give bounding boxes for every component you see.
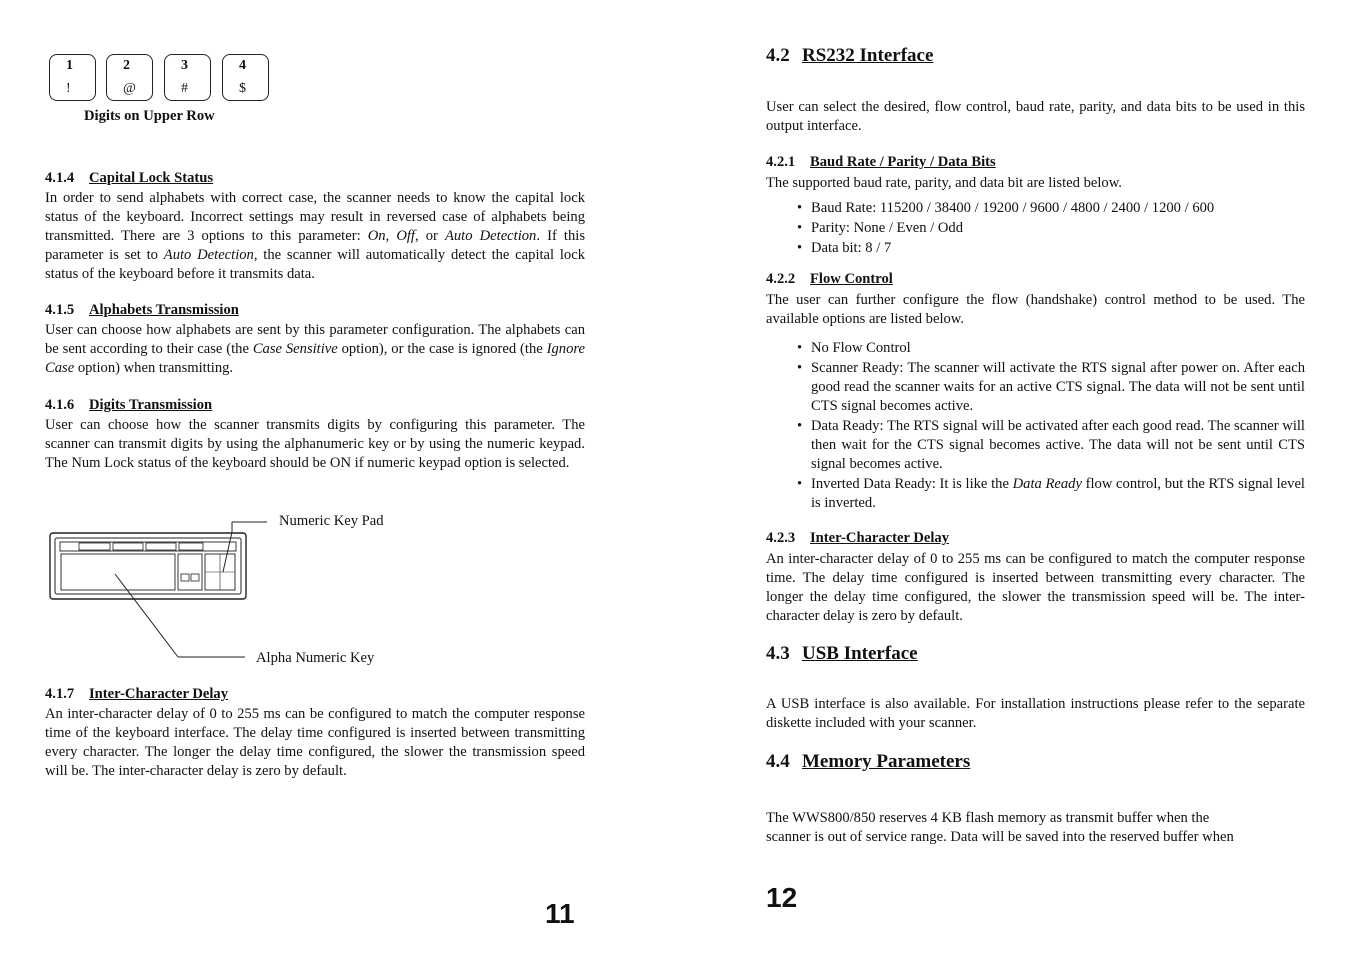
text: In order to send alphabets with correct case, the scanner needs to know the capital lock status of the keyboard. Incorrect settings may result in reversed case of alphabets being transmitted. There are 3 options to this parameter: [45, 190, 585, 244]
section-number: 4.1.5 [45, 302, 75, 318]
heading-4-1-5 [45, 302, 239, 319]
paragraph-usb [766, 695, 1305, 733]
paragraph-digits [45, 416, 585, 473]
text: A USB interface is also available. For installation instructions please refer to the separate diskette included with your scanner. [766, 696, 1305, 731]
list-flow-control [766, 339, 1305, 513]
section-number: 4.1.7 [45, 686, 75, 702]
keycap-bottom: # [181, 81, 188, 96]
page-number: 11 [545, 898, 575, 929]
heading-4-1-7 [45, 686, 228, 703]
paragraph-inter-char-delay [45, 705, 585, 781]
text: User can choose how alphabets are sent by this parameter configuration. The alphabets can be sent according to their case (the [45, 322, 585, 357]
list-baud [766, 198, 1305, 258]
section-number: 4.2.1 [766, 154, 796, 170]
text: , [385, 227, 397, 244]
keyboard-illustration [45, 510, 585, 670]
list-item: • Scanner Ready: The scanner will activate the RTS signal after power on. After each good read the scanner waits for an active CTS signal. The data will not be sent until CTS signal becomes active. [766, 359, 1305, 416]
text: flow control, but the RTS signal level is inverted. [811, 476, 1305, 511]
left-page [45, 0, 585, 954]
page-number: 12 [766, 882, 798, 913]
section-title: Inter-Character Delay [89, 686, 228, 702]
text: An inter-character delay of 0 to 255 ms can be configured to match the computer response time of the keyboard interface. The delay time configured is inserted between transmitting every character. The longer the delay time configured, the slower the transmission speed will be. The inter-character delay is zero by default. [45, 706, 585, 779]
option-ignore-case: Ignore Case [45, 340, 585, 376]
option-case-sensitive: Case Sensitive [252, 340, 338, 357]
list-item: • Baud Rate: 115200 / 38400 / 19200 / 9600 / 4800 / 2400 / 1200 / 600 [766, 198, 1305, 218]
paragraph-memory [766, 809, 1305, 847]
section-number: 4.2.2 [766, 271, 796, 287]
keycap-1 [49, 54, 96, 101]
text-line: The WWS800/850 reserves 4 KB flash memory as transmit buffer when the [766, 810, 1210, 826]
keycap-top: 1 [66, 58, 73, 73]
keycap-top: 3 [181, 58, 188, 73]
heading-4-2-1 [766, 154, 996, 171]
list-item [766, 475, 1305, 513]
section-number: 4.2.3 [766, 530, 796, 546]
heading-4-1-4 [45, 170, 213, 187]
section-number: 4.1.4 [45, 170, 75, 186]
section-title: Flow Control [810, 271, 893, 287]
right-page [766, 0, 1305, 954]
option-off: Off [396, 227, 415, 244]
section-title: USB Interface [802, 643, 918, 664]
text: option), or the case is ignored (the [337, 340, 547, 357]
section-number: 4.3 [766, 643, 790, 664]
heading-4-2 [766, 45, 933, 67]
section-title: Inter-Character Delay [810, 530, 949, 546]
section-number: 4.4 [766, 751, 790, 772]
section-title: Baud Rate / Parity / Data Bits [810, 154, 996, 170]
paragraph-capital-lock [45, 189, 585, 284]
alpha-numeric-label: Alpha Numeric Key [256, 650, 375, 666]
paragraph-baud [766, 174, 1305, 193]
keycap-3 [164, 54, 211, 101]
keycap-bottom: @ [123, 81, 136, 96]
keycap-top: 4 [239, 58, 246, 73]
text-line: scanner is out of service range. Data will be saved into the reserved buffer when [766, 828, 1234, 845]
keycaps-caption: Digits on Upper Row [84, 108, 215, 124]
keycap-2 [106, 54, 153, 101]
paragraph-alphabets [45, 321, 585, 378]
paragraph-rs232 [766, 98, 1305, 136]
list-item: • Data Ready: The RTS signal will be activated after each good read. The scanner will then wait for the CTS signal becomes active. The data will not be sent until CTS signal becomes active. [766, 417, 1305, 474]
keycap-top: 2 [123, 58, 130, 73]
keycap-bottom: $ [239, 81, 246, 96]
text: The user can further configure the flow (handshake) control method to be used. The available options are listed below. [766, 292, 1305, 327]
heading-4-2-3 [766, 530, 949, 547]
text: , the scanner will automatically detect the capital lock status of the keyboard before it transmits data. [45, 246, 585, 282]
option-auto-detection: Auto Detection [163, 246, 254, 263]
keycap-4 [222, 54, 269, 101]
section-number: 4.2 [766, 45, 790, 66]
text: Inverted Data Ready: It is like the [811, 476, 1013, 492]
list-item: • Parity: None / Even / Odd [766, 218, 1305, 238]
text: . If this parameter is set to [45, 227, 585, 263]
heading-4-3 [766, 643, 918, 665]
section-title: Alphabets Transmission [89, 302, 239, 318]
emphasis: Data Ready [1012, 476, 1082, 492]
text: An inter-character delay of 0 to 255 ms can be configured to match the computer response time. The delay time configured is inserted between transmitting every character. The longer the delay time configured, the slower the transmission speed will be. The inter-character delay is zero by default. [766, 551, 1305, 624]
heading-4-1-6 [45, 397, 212, 414]
numeric-keypad-label: Numeric Key Pad [279, 513, 384, 529]
section-title: RS232 Interface [802, 45, 934, 66]
text: , or [414, 227, 445, 244]
paragraph-rs232-delay [766, 550, 1305, 626]
heading-4-2-2 [766, 271, 893, 288]
option-on: On [367, 227, 386, 244]
text: User can select the desired, flow control, baud rate, parity, and data bits to be used in this output interface. [766, 99, 1305, 134]
list-item: • No Flow Control [766, 339, 1305, 358]
heading-4-4 [766, 751, 970, 773]
text: The supported baud rate, parity, and data bit are listed below. [766, 175, 1122, 191]
section-title: Capital Lock Status [89, 170, 214, 186]
section-number: 4.1.6 [45, 397, 75, 413]
section-title: Digits Transmission [89, 397, 213, 413]
option-auto-detection: Auto Detection [444, 227, 537, 244]
text: User can choose how the scanner transmits digits by configuring this parameter. The scanner can transmit digits by using the alphanumeric key or by using the numeric keypad. The Num Lock status of the keyboard should be ON if numeric keypad option is selected. [45, 417, 585, 471]
text: option) when transmitting. [74, 359, 234, 376]
paragraph-flow-control [766, 291, 1305, 329]
keycap-bottom: ! [66, 81, 71, 96]
section-title: Memory Parameters [802, 751, 971, 772]
list-item: • Data bit: 8 / 7 [766, 238, 1305, 258]
